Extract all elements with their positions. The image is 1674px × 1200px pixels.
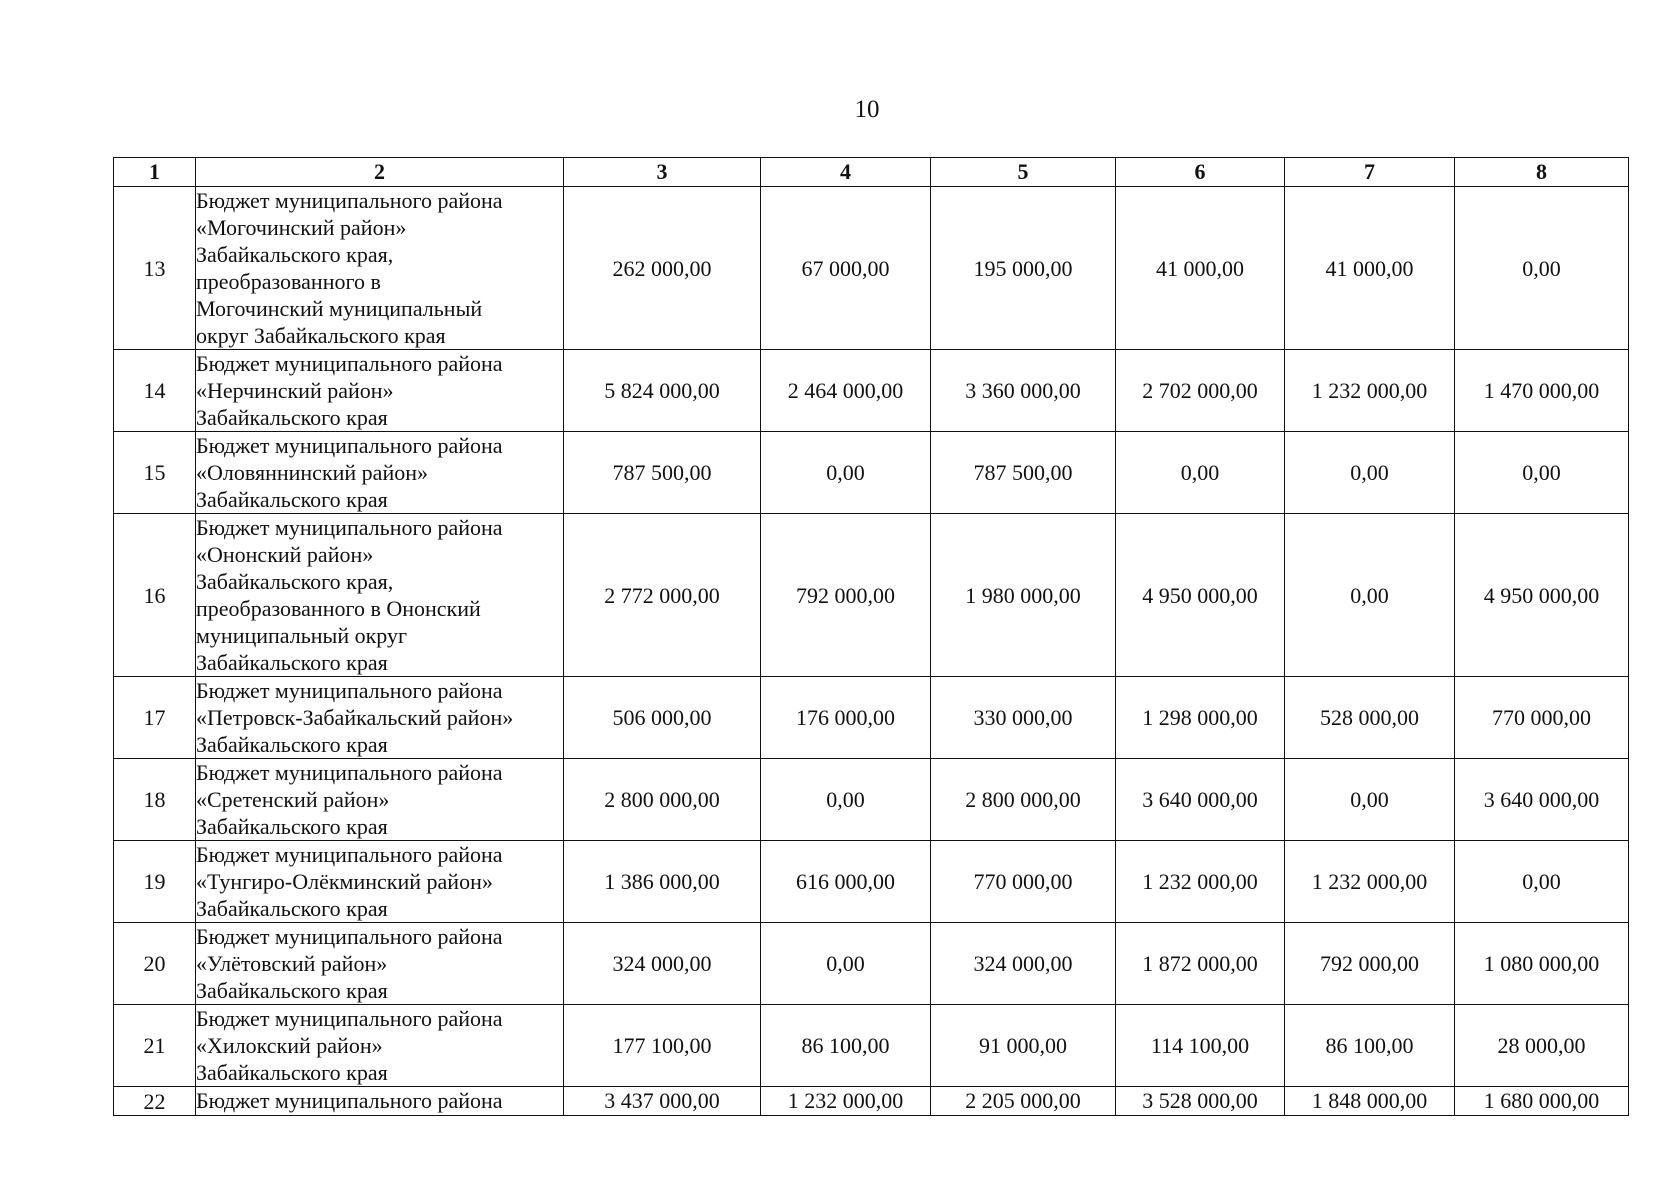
amount-col-7: 0,00: [1285, 514, 1455, 677]
amount-col-5: 3 360 000,00: [931, 350, 1116, 432]
amount-col-5: 770 000,00: [931, 841, 1116, 923]
table-row: [114, 1087, 1629, 1116]
row-number: 19: [114, 841, 196, 923]
header-col-8: 8: [1455, 158, 1629, 187]
amount-col-4: 0,00: [761, 923, 931, 1005]
amount-col-8: 1 080 000,00: [1455, 923, 1629, 1005]
amount-col-4: 86 100,00: [761, 1005, 931, 1087]
row-number: 14: [114, 350, 196, 432]
amount-col-4: 2 464 000,00: [761, 350, 931, 432]
amount-col-3: 5 824 000,00: [564, 350, 761, 432]
amount-col-6: 41 000,00: [1116, 187, 1285, 350]
table-row: [114, 759, 1629, 841]
amount-col-4: 616 000,00: [761, 841, 931, 923]
amount-col-8: 0,00: [1455, 432, 1629, 514]
budget-name: Бюджет муниципального района «Тунгиро-Олёкминский район» Забайкальского края: [196, 841, 564, 923]
amount-col-5: 1 980 000,00: [931, 514, 1116, 677]
row-number: 18: [114, 759, 196, 841]
row-number: 15: [114, 432, 196, 514]
amount-col-7: 41 000,00: [1285, 187, 1455, 350]
budget-name: Бюджет муниципального района «Петровск-Забайкальский район» Забайкальского края: [196, 677, 564, 759]
amount-col-8: 0,00: [1455, 841, 1629, 923]
amount-col-3: 787 500,00: [564, 432, 761, 514]
amount-col-6: 1 232 000,00: [1116, 841, 1285, 923]
amount-col-4: 176 000,00: [761, 677, 931, 759]
amount-col-7: 0,00: [1285, 759, 1455, 841]
row-number: 20: [114, 923, 196, 1005]
budget-name: Бюджет муниципального района «Могочинский район» Забайкальского края, преобразованного в Могочинский муниципальный округ Забайкальского края: [196, 187, 564, 350]
page-number: 10: [854, 96, 880, 123]
amount-col-3: 262 000,00: [564, 187, 761, 350]
table-row: [114, 677, 1629, 759]
amount-col-6: 3 528 000,00: [1116, 1087, 1285, 1116]
header-col-3: 3: [564, 158, 761, 187]
amount-col-4: 792 000,00: [761, 514, 931, 677]
table-row: [114, 1005, 1629, 1087]
amount-col-4: 1 232 000,00: [761, 1087, 931, 1116]
budget-name: Бюджет муниципального района: [196, 1087, 564, 1116]
amount-col-7: 1 232 000,00: [1285, 841, 1455, 923]
table-row: [114, 432, 1629, 514]
amount-col-6: 114 100,00: [1116, 1005, 1285, 1087]
amount-col-8: 0,00: [1455, 187, 1629, 350]
header-row: [114, 158, 1629, 187]
header-col-2: 2: [196, 158, 564, 187]
amount-col-5: 2 205 000,00: [931, 1087, 1116, 1116]
row-number: 21: [114, 1005, 196, 1087]
amount-col-3: 506 000,00: [564, 677, 761, 759]
amount-col-7: 1 848 000,00: [1285, 1087, 1455, 1116]
amount-col-3: 324 000,00: [564, 923, 761, 1005]
amount-col-8: 1 470 000,00: [1455, 350, 1629, 432]
amount-col-3: 2 772 000,00: [564, 514, 761, 677]
budget-table: [113, 157, 1629, 1116]
budget-name: Бюджет муниципального района «Ононский район» Забайкальского края, преобразованного в Ононский муниципальный округ Забайкальского края: [196, 514, 564, 677]
amount-col-8: 1 680 000,00: [1455, 1087, 1629, 1116]
amount-col-5: 195 000,00: [931, 187, 1116, 350]
amount-col-4: 0,00: [761, 432, 931, 514]
header-col-5: 5: [931, 158, 1116, 187]
header-col-7: 7: [1285, 158, 1455, 187]
budget-name: Бюджет муниципального района «Оловяннинский район» Забайкальского края: [196, 432, 564, 514]
amount-col-3: 1 386 000,00: [564, 841, 761, 923]
table-row: [114, 841, 1629, 923]
row-number: 17: [114, 677, 196, 759]
amount-col-7: 86 100,00: [1285, 1005, 1455, 1087]
amount-col-8: 4 950 000,00: [1455, 514, 1629, 677]
amount-col-6: 3 640 000,00: [1116, 759, 1285, 841]
amount-col-5: 330 000,00: [931, 677, 1116, 759]
amount-col-8: 28 000,00: [1455, 1005, 1629, 1087]
amount-col-6: 1 872 000,00: [1116, 923, 1285, 1005]
budget-name: Бюджет муниципального района «Нерчинский район» Забайкальского края: [196, 350, 564, 432]
amount-col-7: 0,00: [1285, 432, 1455, 514]
amount-col-5: 2 800 000,00: [931, 759, 1116, 841]
amount-col-5: 91 000,00: [931, 1005, 1116, 1087]
budget-name: Бюджет муниципального района «Хилокский район» Забайкальского края: [196, 1005, 564, 1087]
header-col-4: 4: [761, 158, 931, 187]
table-row: [114, 923, 1629, 1005]
header-col-1: 1: [114, 158, 196, 187]
header-col-6: 6: [1116, 158, 1285, 187]
amount-col-4: 0,00: [761, 759, 931, 841]
table-row: [114, 350, 1629, 432]
amount-col-7: 528 000,00: [1285, 677, 1455, 759]
amount-col-6: 2 702 000,00: [1116, 350, 1285, 432]
amount-col-3: 2 800 000,00: [564, 759, 761, 841]
amount-col-7: 1 232 000,00: [1285, 350, 1455, 432]
amount-col-8: 770 000,00: [1455, 677, 1629, 759]
amount-col-5: 787 500,00: [931, 432, 1116, 514]
amount-col-4: 67 000,00: [761, 187, 931, 350]
table-row: [114, 514, 1629, 677]
row-number: 16: [114, 514, 196, 677]
table-row: [114, 187, 1629, 350]
row-number: 13: [114, 187, 196, 350]
amount-col-7: 792 000,00: [1285, 923, 1455, 1005]
amount-col-6: 0,00: [1116, 432, 1285, 514]
amount-col-3: 177 100,00: [564, 1005, 761, 1087]
budget-name: Бюджет муниципального района «Улётовский район» Забайкальского края: [196, 923, 564, 1005]
budget-name: Бюджет муниципального района «Сретенский район» Забайкальского края: [196, 759, 564, 841]
amount-col-3: 3 437 000,00: [564, 1087, 761, 1116]
amount-col-6: 4 950 000,00: [1116, 514, 1285, 677]
row-number: 22: [114, 1087, 196, 1116]
amount-col-6: 1 298 000,00: [1116, 677, 1285, 759]
amount-col-5: 324 000,00: [931, 923, 1116, 1005]
amount-col-8: 3 640 000,00: [1455, 759, 1629, 841]
